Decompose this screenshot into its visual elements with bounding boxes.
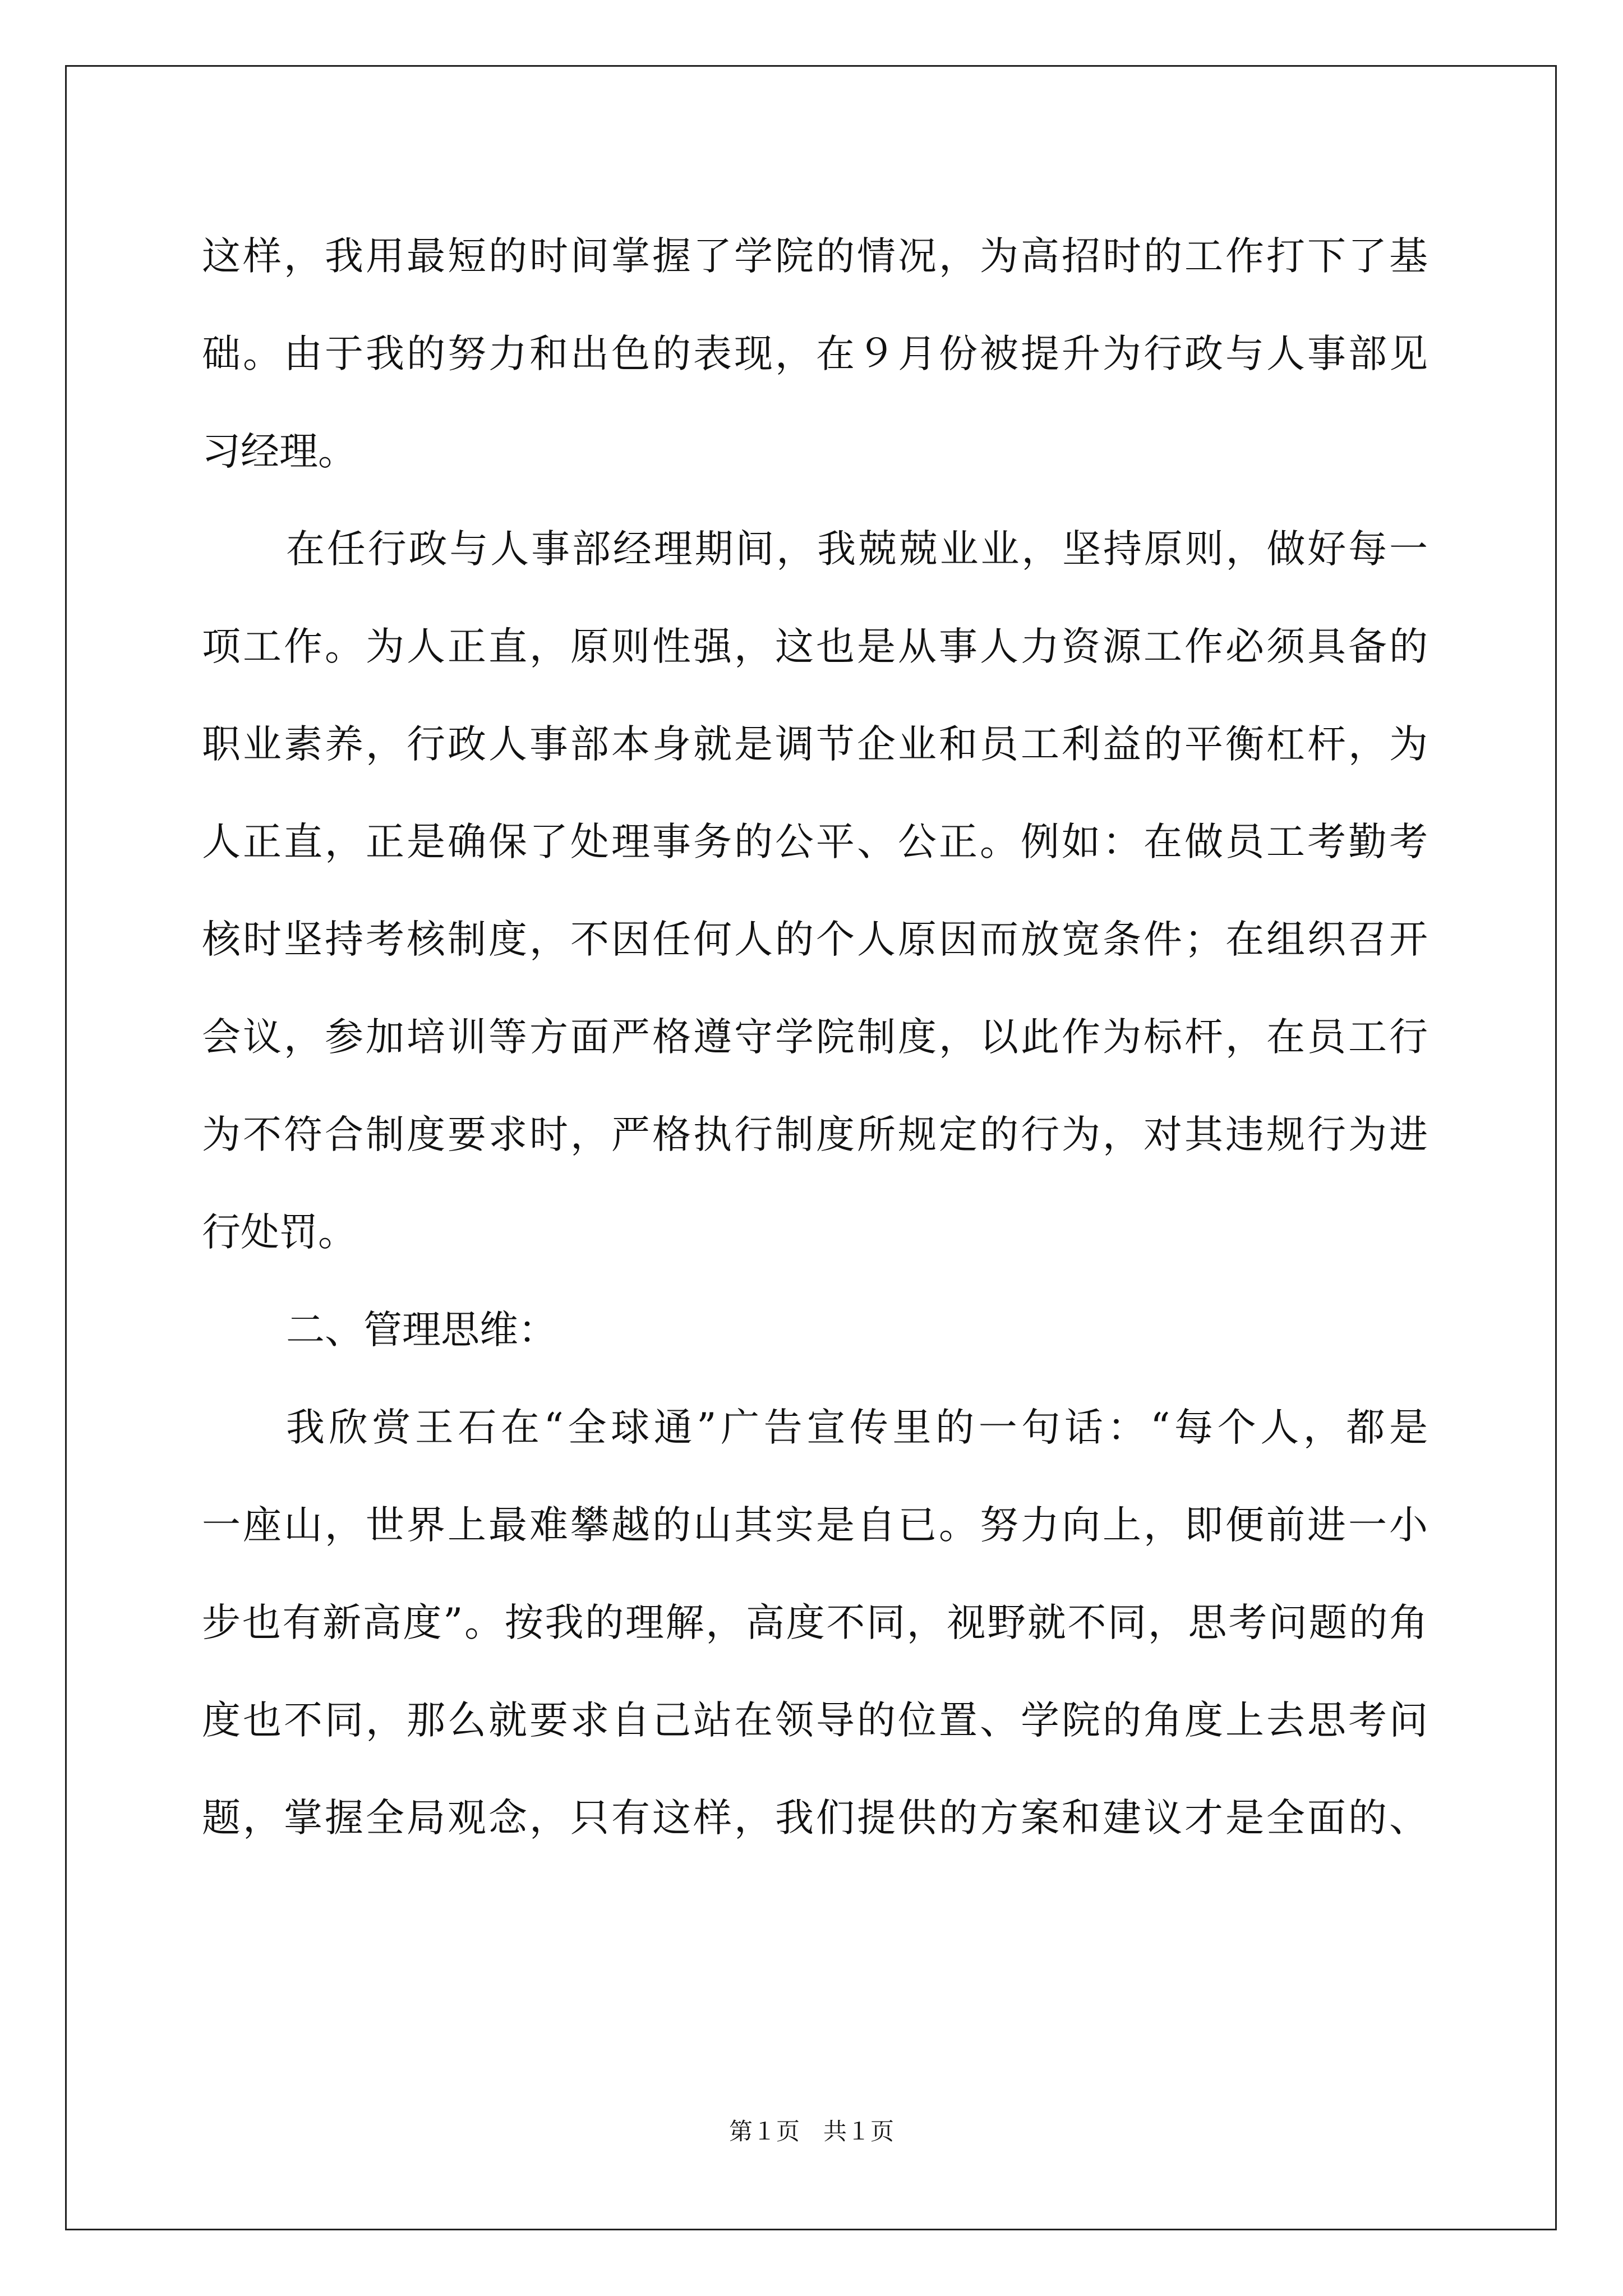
paragraph-line: 这样，我用最短的时间掌握了学院的情况，为高招时的工作打下了基 [202, 234, 1428, 279]
paragraph-line: 二、管理思维： [286, 1308, 557, 1352]
paragraph-line: 在任行政与人事部经理期间，我兢兢业业，坚持原则，做好每一 [286, 527, 1428, 572]
paragraph-line: 项工作。为人正直，原则性强，这也是从事人力资源工作必须具备的 [202, 624, 1428, 669]
paragraph-line: 行处罚。 [202, 1210, 357, 1255]
document-body [202, 208, 1428, 1867]
paragraph-line: 习经理。 [202, 429, 357, 474]
paragraph-line: 度也不同，那么就要求自己站在领导的位置、学院的角度上去思考问 [202, 1698, 1428, 1743]
page-footer: 第１页 共１页 [728, 2118, 894, 2145]
paragraph-line: 职业素养，行政人事部本身就是调节企业和员工利益的平衡杠杆，为 [202, 722, 1428, 767]
paragraph-line: 人正直，正是确保了处理事务的公平、公正。例如：在做员工考勤考 [202, 820, 1428, 864]
paragraph-line: 我欣赏王石在“全球通”广告宣传里的一句话：“每个人，都是 [286, 1405, 1428, 1450]
paragraph [202, 208, 1428, 500]
paragraph [202, 1379, 1428, 1867]
paragraph-line: 会议，参加培训等方面严格遵守学院制度，以此作为标杆，在员工行 [202, 1015, 1428, 1060]
paragraph-line: 础。由于我的努力和出色的表现，在９月份被提升为行政与人事部见 [202, 332, 1428, 376]
paragraph [202, 1281, 1428, 1379]
paragraph-line: 一座山，世界上最难攀越的山其实是自已。努力向上，即便前进一小 [202, 1503, 1428, 1548]
paragraph-line: 为不符合制度要求时，严格执行制度所规定的行为，对其违规行为进 [202, 1112, 1428, 1157]
paragraph [202, 500, 1428, 1281]
paragraph-line: 核时坚持考核制度，不因任何人的个人原因而放宽条件；在组织召开 [202, 917, 1428, 962]
paragraph-line: 题，掌握全局观念，只有这样，我们提供的方案和建议才是全面的、 [202, 1796, 1428, 1841]
paragraph-line: 步也有新高度”。按我的理解，高度不同，视野就不同，思考问题的角 [202, 1600, 1428, 1645]
